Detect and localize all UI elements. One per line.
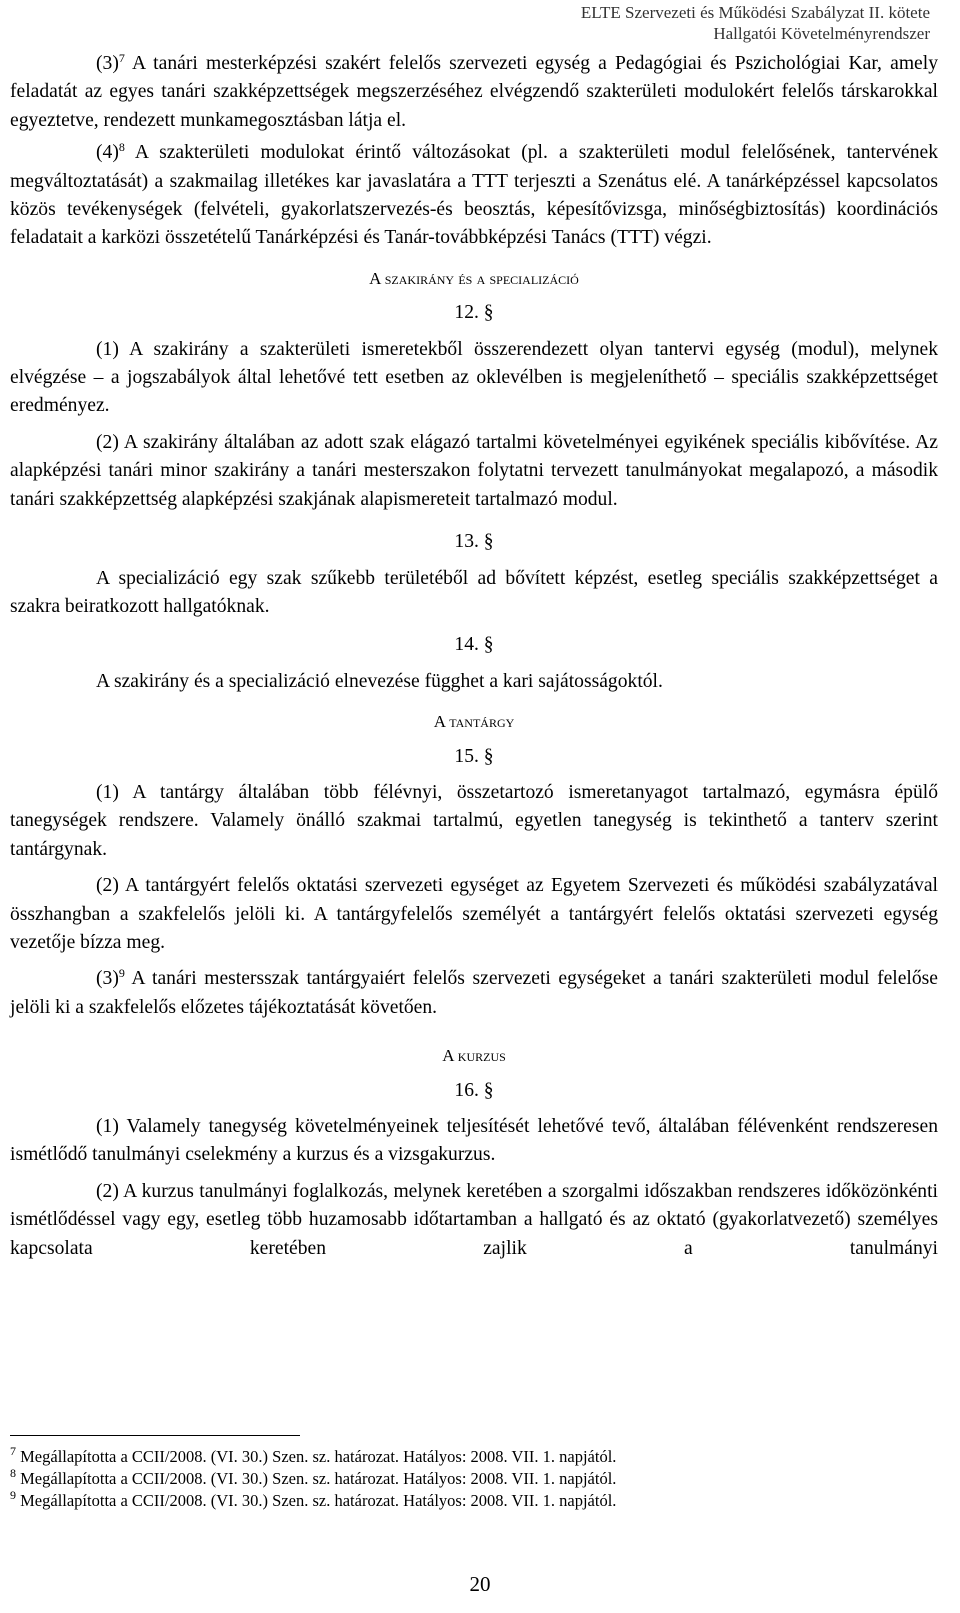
footnote-separator [10, 1435, 300, 1436]
section-heading-12: 12. § [454, 302, 494, 324]
footnote-number: 9 [10, 1488, 16, 1503]
section-16-paragraph-2: (2) A kurzus tanulmányi foglalkozás, melynek keretében a szorgalmi időszakban rendszeres időközönkénti ismétlődéssel vagy egy, esetleg több huzamosabb időtartamban a hallgató és az oktató (gyakorlatvezető) személyes kapcsolata keretében zajlik a tanulmányi [10, 1180, 938, 1259]
footnote-ref-8[interactable]: 8 [118, 140, 125, 155]
paragraph-number: (4) [96, 142, 119, 164]
section-15-paragraph-1: (1) A tantárgy általában több félévnyi, összetartozó ismeretanyagot tartalmazó, egymásra épülő tanegységek rendszere. Valamely önálló szakmai tartalmú, egyetlen tanegység is tekinthető a tanterv szerint tantárgynak. [10, 781, 938, 860]
footnote-ref-7[interactable]: 7 [118, 51, 125, 65]
footnote-number: 8 [10, 1466, 16, 1481]
paragraph-3: $(3)^7$ A tanári mesterképzési szakért felelős szervezeti egység a Pedagógiai és Pszichológiai Kar, amely feladatát az egyes tanári szakképzettségek megszerzéséhez elvégzendő szakterületi modulokért felelős társkarokkal egyeztetve, rendezett munkamegosztásban látja el. [10, 51, 938, 131]
section-heading-14: 14. § [454, 634, 494, 656]
chapter-title: A tantárgy [433, 712, 515, 732]
paragraph-4: $(4)^8$ A szakterületi modulokat érintő változásokat (pl. a szakterületi modul felelősének, tantervének megváltoztatását) a szakmailag illetékes kar javaslatára a TTT terjeszti a Szenátus elé. A tanárképzéssel kapcsolatos közös tevékenységek (felvételi, gyakorlatszervezés-és beosztás, képesítővizsga, minőségbiztosítás) koordinációs feladatait a karközi összetételű Tanárképzési és Tanár-továbbképzési Tanács (TTT) végzi. [10, 140, 938, 249]
footnote-ref-9[interactable]: 9 [118, 966, 125, 981]
section-15-paragraph-3: $(3)^9$ A tanári mestersszak tantárgyaiért felelős szervezeti egységeket a tanári szakterületi modul felelőse jelöli ki a szakfelelős előzetes tájékoztatását követően. [10, 966, 938, 1018]
running-header [581, 2, 930, 44]
footnote-9: $^9$ Megállapította a CCII/2008. (VI. 30.) Szen. sz. határozat. Hatályos: 2008. VII. 1. napjától. [10, 1488, 617, 1511]
section-16-paragraph-1: (1) Valamely tanegység követelményeinek teljesítését lehetővé tevő, általában félévenként rendszeresen ismétlődő tanulmányi cselekmény a kurzus és a vizsgakurzus. [10, 1116, 938, 1166]
footnote-number: 7 [10, 1444, 16, 1458]
chapter-title: A szakirány és a specializáció [369, 268, 579, 288]
paragraph-number: (3) [96, 53, 119, 74]
section-13-paragraph: A specializáció egy szak szűkebb területéből ad bővített képzést, esetleg speciális szakképzettséget a szakra beiratkozott hallgatóknak. [10, 567, 938, 617]
footnote-8: $^8$ Megállapította a CCII/2008. (VI. 30.) Szen. sz. határozat. Hatályos: 2008. VII. 1. napjától. [10, 1466, 617, 1489]
footnote-7: $^7$ Megállapította a CCII/2008. (VI. 30.) Szen. sz. határozat. Hatályos: 2008. VII. 1. napjától. [10, 1444, 617, 1466]
section-15-paragraph-2: (2) A tantárgyért felelős oktatási szervezeti egységet az Egyetem Szervezeti és működési szabályzatával összhangban a szakfelelős jelöli ki. A tantárgyfelelős személyét a tantárgyért felelős oktatási szervezeti egység vezetője bízza meg. [10, 875, 938, 953]
chapter-title: A kurzus [442, 1046, 506, 1066]
footnotes [10, 1446, 938, 1513]
section-heading-16: 16. § [454, 1079, 494, 1101]
section-12-paragraph-1: (1) A szakirány a szakterületi ismeretekből összerendezett olyan tantervi egység (modul), melynek elvégzése – a jogszabályok által lehetővé tett esetben az oklevélben is megjeleníthető – speciális szakképzettséget eredményez. [10, 338, 938, 417]
section-14-paragraph: A szakirány és a specializáció elnevezése függhet a kari sajátosságoktól. [96, 670, 663, 692]
header-line-2: Hallgatói Követelményrendszer [713, 24, 930, 43]
page-number: 20 [469, 1572, 491, 1596]
paragraph-number: (3) [96, 968, 119, 990]
section-heading-15: 15. § [454, 745, 494, 767]
section-12-paragraph-2: (2) A szakirány általában az adott szak elágazó tartalmi követelményei egyikének speciális kibővítése. Az alapképzési tanári minor szakirány a tanári mesterszakon folytatni tervezett tanulmányokat megalapozó, a második tanári szakképzettség alapképzési szakjának alapismereteit tartalmazó modul. [10, 431, 938, 510]
document-body [10, 50, 938, 1263]
header-line-1: ELTE Szervezeti és Működési Szabályzat II. kötete [580, 3, 930, 22]
section-heading-13: 13. § [454, 531, 494, 553]
